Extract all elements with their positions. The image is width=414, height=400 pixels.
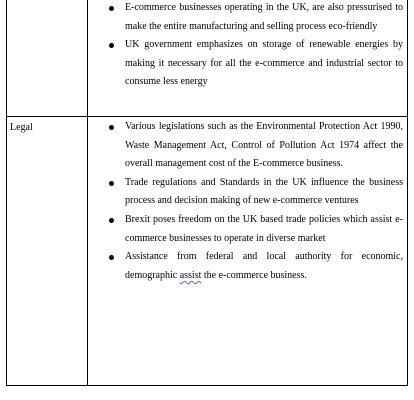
bullet-icon: [109, 181, 114, 186]
content-cell: [88, 0, 408, 117]
bullet-text: E-commerce businesses operating in the UK, are also pressurised to make the entire manufacturing and selling process eco-friendly: [125, 2, 403, 32]
bullet-item: [88, 36, 403, 92]
row-label: Legal: [10, 122, 33, 133]
bullet-icon: [109, 125, 114, 130]
bullet-text-after: the e-commerce business.: [201, 269, 307, 281]
bullet-text: Trade regulations and Standards in the UK influence the business process and decision making of new e-commerce ventures: [125, 176, 403, 207]
document-table: [6, 0, 408, 386]
bullet-item: [88, 0, 403, 36]
bullet-text: UK government emphasizes on storage of renewable energies by making it necessary for all the e-commerce and industrial sector to consume less energy: [125, 39, 403, 88]
bullet-text: Brexit poses freedom on the UK based trade policies which assist e-commerce businesses to operate in diverse market: [125, 213, 403, 244]
bullet-icon: [109, 255, 114, 260]
spellcheck-flagged-word[interactable]: assist: [179, 269, 202, 281]
bullet-icon: [109, 43, 114, 48]
bullet-text-before: Assistance from federal and local authority for economic, demographic: [125, 251, 403, 281]
label-cell: [7, 117, 88, 386]
bullet-item: [88, 248, 403, 285]
bullet-list: [88, 0, 407, 92]
bullet-icon: [109, 6, 114, 11]
label-cell: [7, 0, 88, 117]
bullet-icon: [109, 218, 114, 223]
table-row-environmental: [7, 0, 408, 117]
bullet-list: [88, 118, 407, 285]
bullet-item: [88, 174, 403, 211]
bullet-text: Various legislations such as the Environmental Protection Act 1990, Waste Management Act, Control of Pollution Act 1974 affect the overall management cost of the E-commerce business.: [125, 121, 403, 170]
table-row-legal: [7, 117, 408, 386]
content-cell: [88, 117, 408, 386]
bullet-item: [88, 118, 403, 174]
bullet-item: [88, 211, 403, 248]
